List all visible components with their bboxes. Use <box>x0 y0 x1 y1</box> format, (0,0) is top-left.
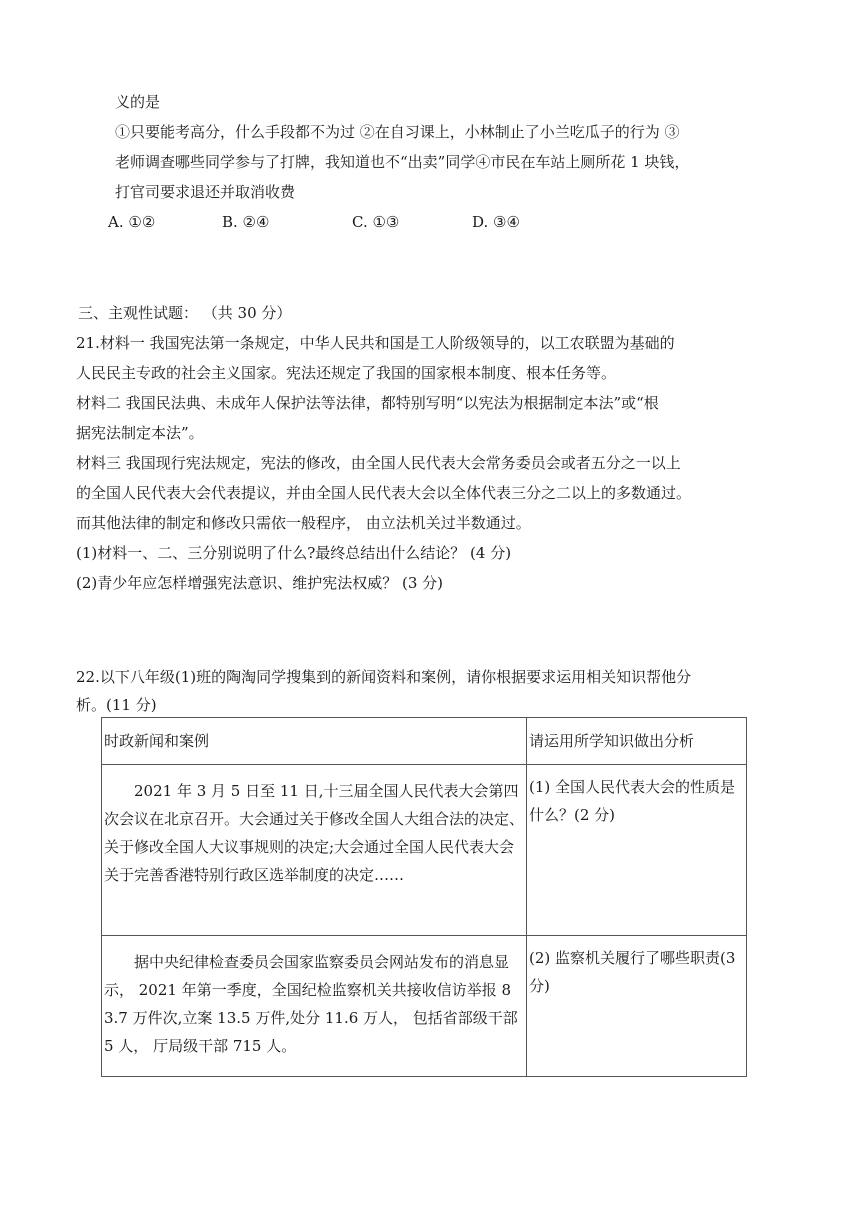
table-cell-question: (2) 监察机关履行了哪些职责(3 分) <box>527 936 747 1077</box>
table-header-analysis: 请运用所学知识做出分析 <box>527 718 747 765</box>
q21-subquestion-2: (2)青少年应怎样增强宪法意识、维护宪法权威？ (3 分) <box>76 574 444 592</box>
table-cell-question: (1) 全国人民代表大会的性质是什么？(2 分) <box>527 765 747 936</box>
q21-line-3: 材料二 我国民法典、未成年人保护法等法律，都特别写明“以宪法为根据制定本法”或“根 <box>76 394 659 412</box>
q20-option-a: A. ①② <box>108 213 156 231</box>
q21-line-5: 材料三 我国现行宪法规定，宪法的修改，由全国人民代表大会常务委员会或者五分之一以上 <box>76 454 681 472</box>
table-header-row <box>102 718 747 765</box>
q20-stem-line-1: ①只要能考高分，什么手段都不为过 ②在自习课上，小林制止了小兰吃瓜子的行为 ③ <box>115 123 680 141</box>
q20-stem-line-2: 老师调查哪些同学参与了打牌，我知道也不“出卖”同学④市民在车站上厕所花 1 块钱， <box>115 153 690 171</box>
table-row <box>102 936 747 1077</box>
q21-line-6: 的全国人民代表大会代表提议，并由全国人民代表大会以全体代表三分之二以上的多数通过。 <box>76 484 692 502</box>
q21-line-4: 据宪法制定本法”。 <box>76 424 204 442</box>
section-3-heading: 三、主观性试题： （共 30 分） <box>78 304 292 322</box>
q21-line-7: 而其他法律的制定和修改只需依一般程序， 由立法机关过半数通过。 <box>76 514 531 532</box>
q20-option-d: D. ③④ <box>472 213 520 231</box>
q20-tail-text: 义的是 <box>115 93 161 111</box>
q20-stem-line-3: 打官司要求退还并取消收费 <box>115 183 296 201</box>
table-cell-news: 据中央纪律检查委员会国家监察委员会网站发布的消息显示， 2021 年第一季度，全国纪检监察机关共接收信访举报 83.7 万件次,立案 13.5 万件,处分 11.6 万人， 包括省部级干部 5 人， 厅局级干部 715 人。 <box>102 936 527 1077</box>
q22-line-2: 析。(11 分) <box>76 696 157 714</box>
q20-option-b: B. ②④ <box>222 213 270 231</box>
table-cell-news: 2021 年 3 月 5 日至 11 日,十三届全国人民代表大会第四次会议在北京召开。大会通过关于修改全国人大组合法的决定、关于修改全国人大议事规则的决定;大会通过全国人民代表大会关于完善香港特别行政区选举制度的决定…… <box>102 765 527 936</box>
q22-news-table <box>101 717 747 1077</box>
q21-line-1: 21.材料一 我国宪法第一条规定，中华人民共和国是工人阶级领导的，以工农联盟为基础的 <box>76 334 675 352</box>
q21-subquestion-1: (1)材料一、二、三分别说明了什么?最终总结出什么结论？ (4 分) <box>76 544 512 562</box>
table-row <box>102 765 747 936</box>
q22-line-1: 22.以下八年级(1)班的陶淘同学搜集到的新闻资料和案例，请你根据要求运用相关知识帮他分 <box>76 668 692 686</box>
table-header-news: 时政新闻和案例 <box>102 718 527 765</box>
q20-option-c: C. ①③ <box>352 213 400 231</box>
q21-line-2: 人民民主专政的社会主义国家。宪法还规定了我国的国家根本制度、根本任务等。 <box>76 364 617 382</box>
